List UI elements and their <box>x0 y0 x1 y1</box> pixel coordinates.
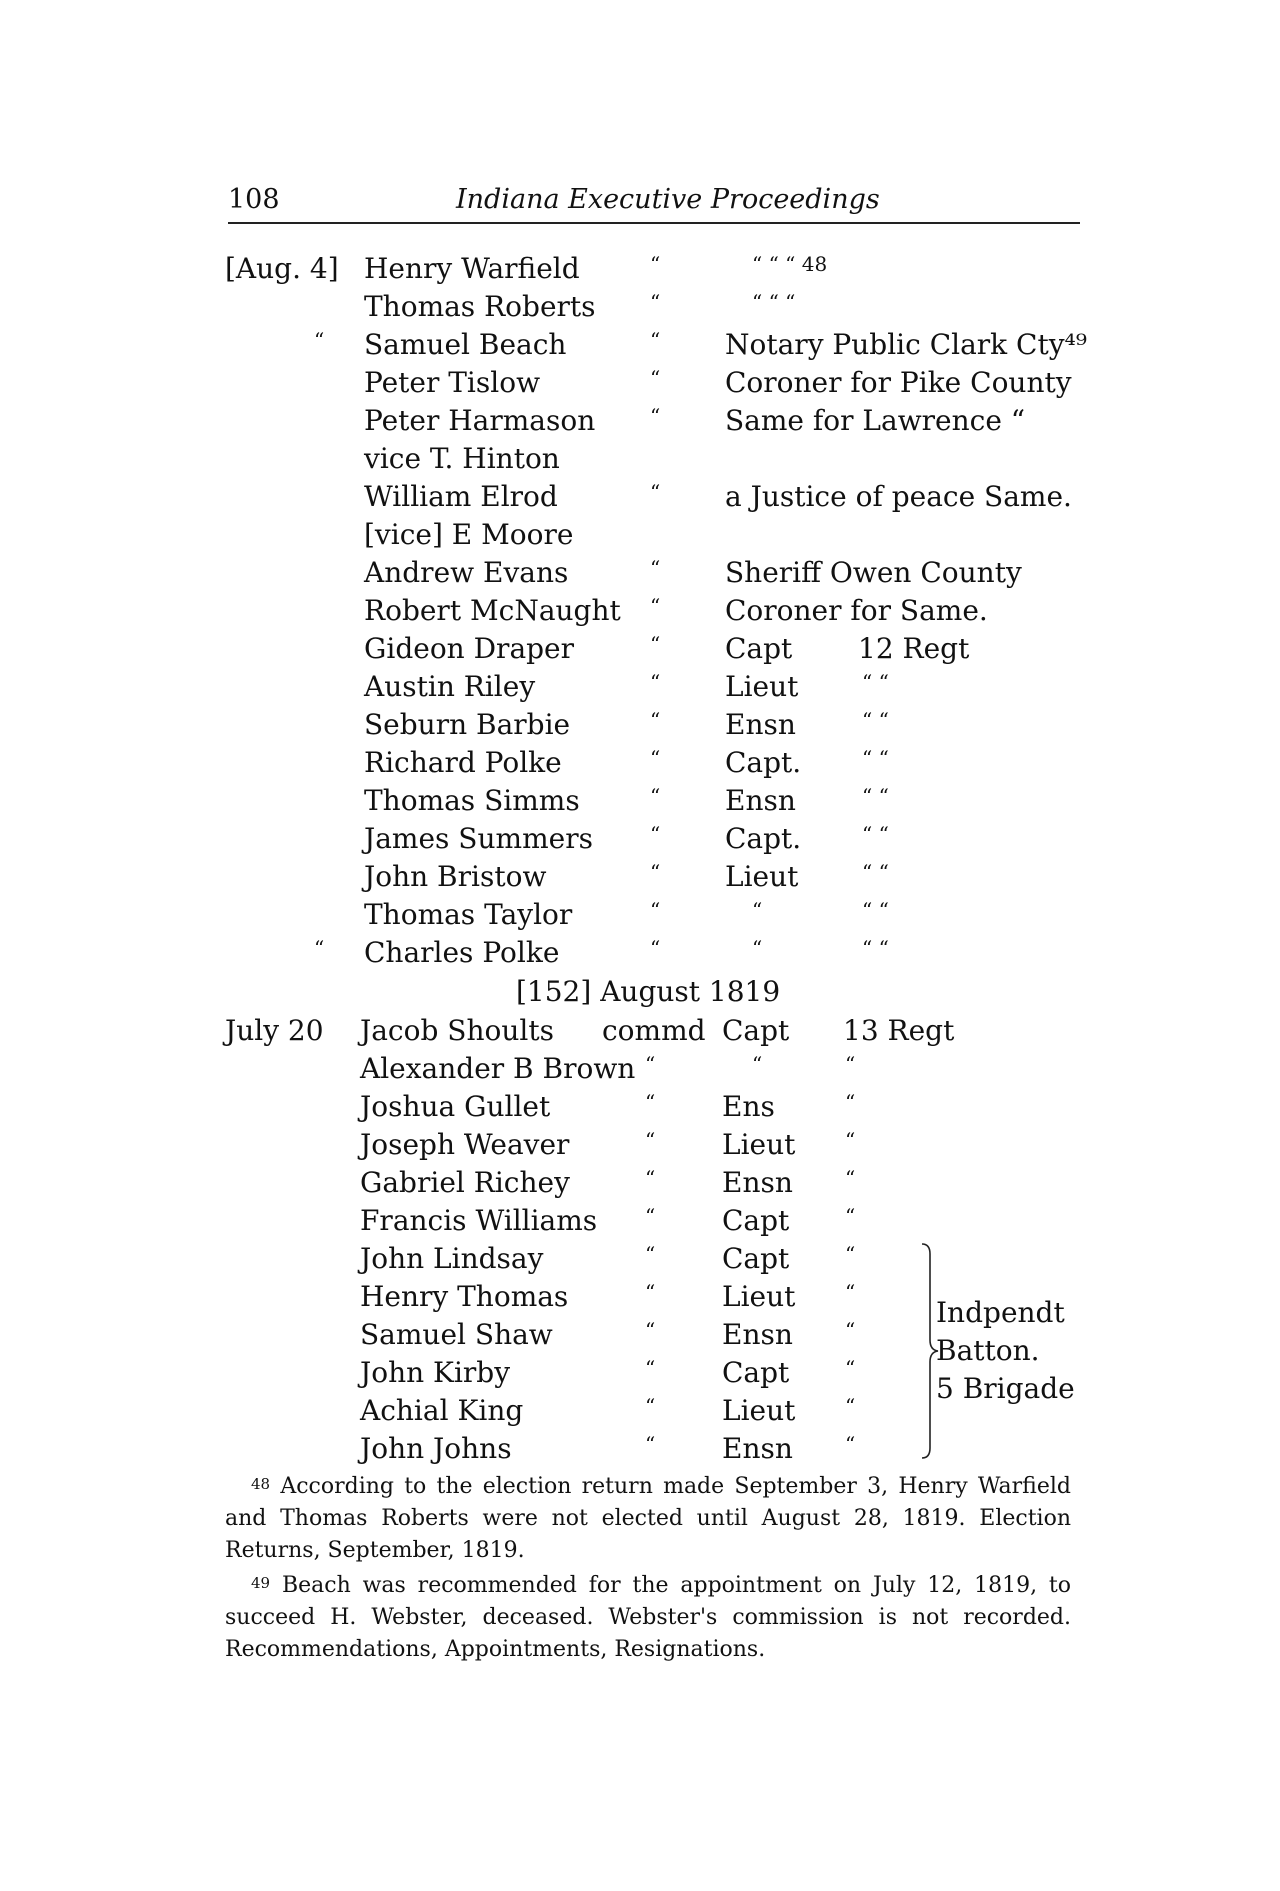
list-item: John Kirby “ Capt “ <box>360 1356 856 1389</box>
list-item: Samuel Shaw “ Ensn “ <box>360 1318 856 1351</box>
list-item: Gabriel Richey “ Ensn “ <box>360 1166 856 1199</box>
list-item: Peter Tislow “ Coroner for Pike County <box>364 366 1072 399</box>
list-item: “ Charles Polke “ “ “ “ <box>314 936 889 969</box>
list-item: vice T. Hinton <box>364 442 560 475</box>
entry-date: July 20 <box>225 1014 324 1047</box>
brace-label-line: Indpendt <box>936 1296 1065 1329</box>
list-item: Gideon Draper “ Capt 12 Regt <box>364 632 970 665</box>
footnotes <box>225 1468 1071 1666</box>
list-item: William Elrod “ a Justice of peace Same. <box>364 480 1072 513</box>
brace-label-line: Batton. <box>936 1334 1040 1367</box>
footnote <box>225 1468 1071 1567</box>
footnote-text: According to the election return made September 3, Henry Warfield and Thomas Roberts were not elected until August 28, 1819. Election Returns, September, 1819. <box>225 1474 1071 1563</box>
section-heading: [152] August 1819 <box>516 975 781 1008</box>
list-item: Jacob Shoults commd Capt 13 Regt <box>360 1014 955 1047</box>
footnote-text: Beach was recommended for the appointment on July 12, 1819, to succeed H. Webster, deceased. Webster's commission is not recorded. Recommendations, Appointments, Resignations. <box>225 1573 1071 1662</box>
list-item: James Summers “ Capt. “ “ <box>364 822 889 855</box>
list-item: Francis Williams “ Capt “ <box>360 1204 856 1237</box>
footnote-number: 48 <box>251 1475 271 1493</box>
list-item: John Lindsay “ Capt “ <box>360 1242 856 1275</box>
footnote-number: 49 <box>251 1574 271 1592</box>
list-item: Joseph Weaver “ Lieut “ <box>360 1128 856 1161</box>
list-item: Henry Thomas “ Lieut “ <box>360 1280 856 1313</box>
list-item: “ Samuel Beach “ Notary Public Clark Cty⁴⁹ <box>314 328 1087 361</box>
list-item: Andrew Evans “ Sheriff Owen County <box>364 556 1022 589</box>
footnote <box>225 1567 1071 1666</box>
list-item: Alexander B Brown “ “ “ <box>360 1052 856 1085</box>
list-item: Achial King “ Lieut “ <box>360 1394 856 1427</box>
list-item: John Bristow “ Lieut “ “ <box>364 860 889 893</box>
running-title: Indiana Executive Proceedings <box>456 184 880 215</box>
brace-label-line: 5 Brigade <box>936 1372 1075 1405</box>
entry-date: [Aug. 4] <box>225 252 339 285</box>
list-item: Seburn Barbie “ Ensn “ “ <box>364 708 889 741</box>
page-number: 108 <box>228 184 280 215</box>
list-item: Thomas Simms “ Ensn “ “ <box>364 784 889 817</box>
list-item: Joshua Gullet “ Ens “ <box>360 1090 856 1123</box>
list-item: John Johns “ Ensn “ <box>360 1432 856 1465</box>
list-item: [vice] E Moore <box>364 518 574 551</box>
list-item: Henry Warfield “ “ “ “ 48 <box>364 252 828 285</box>
list-item: Austin Riley “ Lieut “ “ <box>364 670 889 703</box>
list-item: Thomas Taylor “ “ “ “ <box>364 898 889 931</box>
list-item: Robert McNaught “ Coroner for Same. <box>364 594 988 627</box>
list-item: Richard Polke “ Capt. “ “ <box>364 746 889 779</box>
list-item: Thomas Roberts “ “ “ “ <box>364 290 796 323</box>
page-header <box>228 182 1080 224</box>
list-item: Peter Harmason “ Same for Lawrence “ <box>364 404 1026 437</box>
